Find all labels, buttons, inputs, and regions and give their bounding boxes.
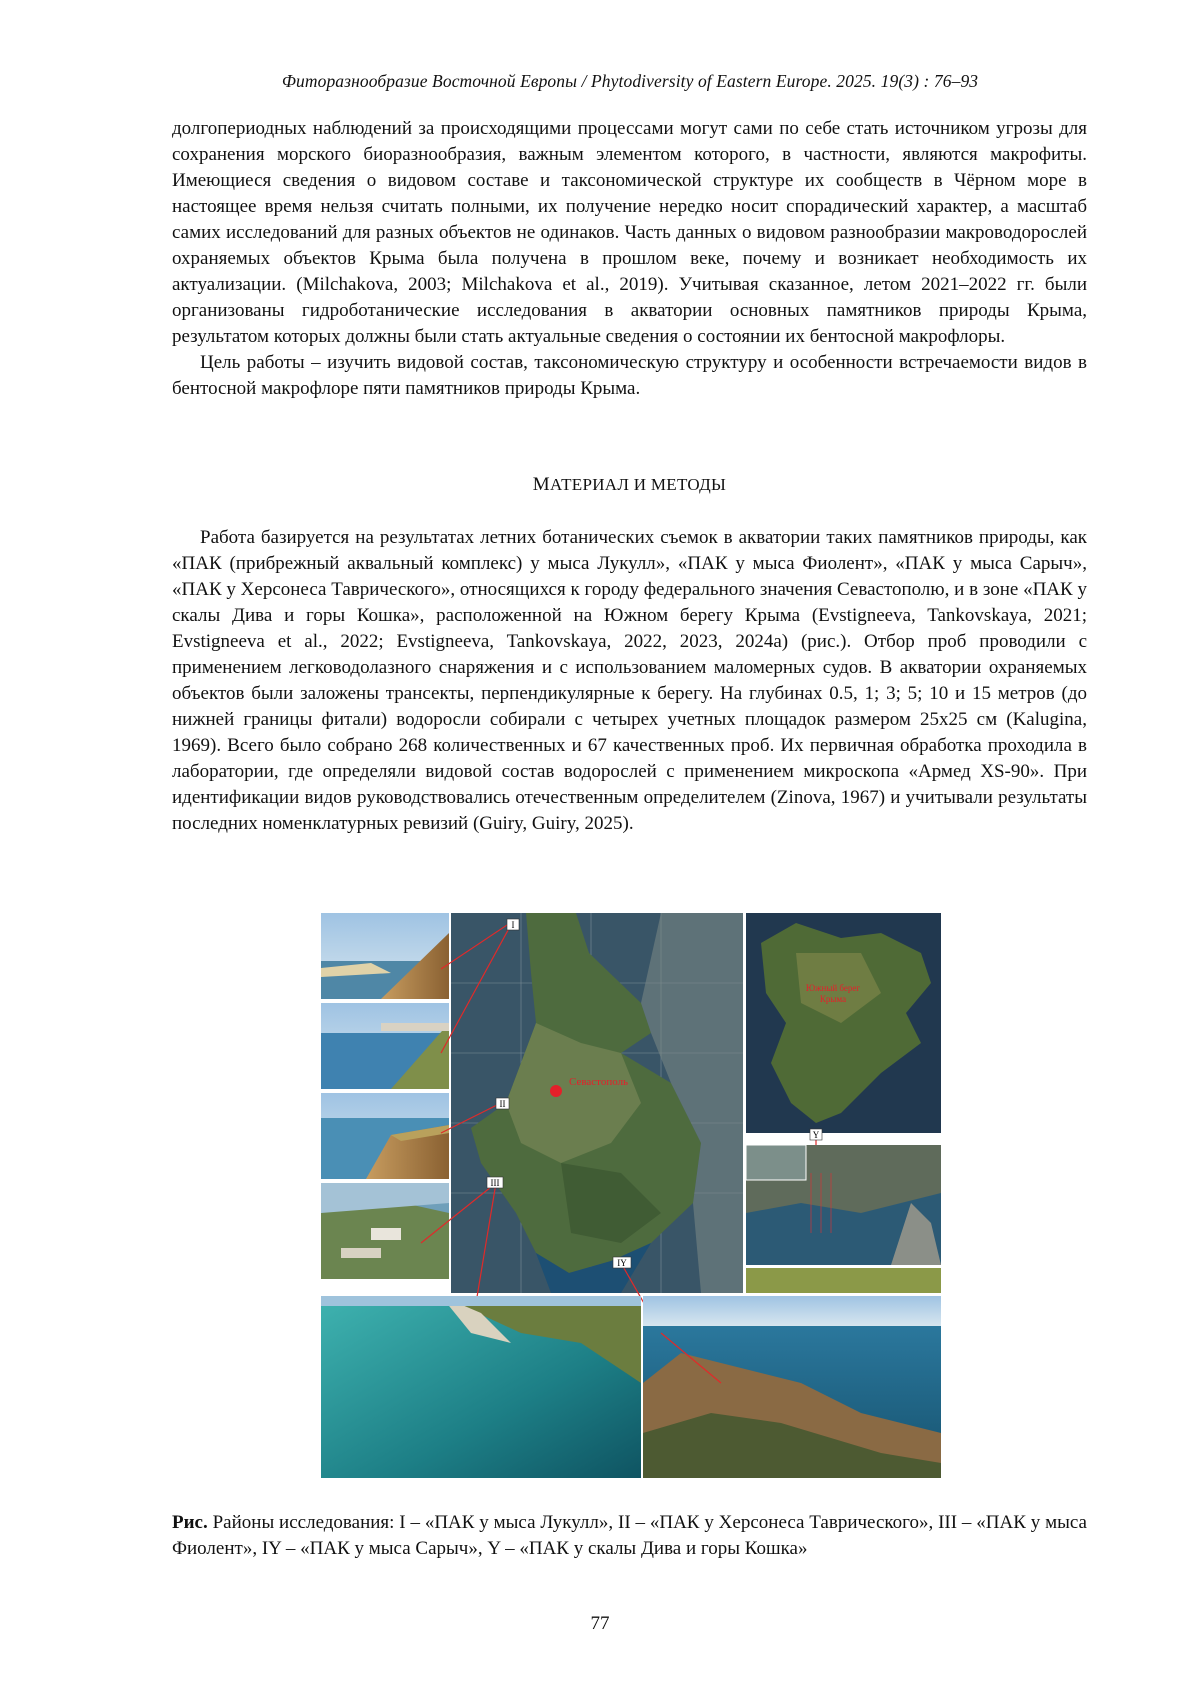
photo-coast-village: [321, 1003, 449, 1089]
map-marker-4: [613, 1257, 631, 1268]
photo-lukull-cliff: [321, 913, 449, 999]
intro-section: [172, 116, 1087, 402]
map-marker-5: [810, 1129, 822, 1140]
running-header: Фиторазнообразие Восточной Европы / Phytodiversity of Eastern Europe. 2025. 19(3) : 76–93: [170, 71, 1090, 92]
methods-paragraph: Работа базируется на результатах летних ботанических съемок в акватории таких памятников природы, как «ПАК (прибрежный аквальный комплекс) у мыса Лукулл», «ПАК у мыса Фиолент», «ПАК у мыса Сарыч», «ПАК у Херсонеса Таврического», относящихся к городу федерального значения Севастополю, и в зоне «ПАК у скалы Дива и горы Кошка», расположенной на Южном берегу Крыма (Evstigneeva, Tankovskaya, 2021; Evstigneeva et al., 2022; Evstigneeva, Tankovskaya, 2022, 2023, 2024a) (рис.). Отбор проб проводили с применением легководолазного снаряжения и с использованием маломерных судов. В акватории охраняемых объектов были заложены трансекты, перпендикулярные к берегу. На глубинах 0.5, 1; 3; 5; 10 и 15 метров (до нижней границы фитали) водоросли собирали с четырех учетных площадок размером 25x25 см (Kalugina, 1969). Всего было собрано 268 количественных и 67 качественных проб. Их первичная обработка проходила в лаборатории, где определяли видовой состав водорослей с применением микроскопа «Армед XS-90». При идентификации видов руководствовались отечественным определителем (Zinova, 1967) и учитывали результаты последних номенклатурных ревизий (Guiry, Guiry, 2025).: [172, 525, 1087, 837]
map-marker-1: [507, 919, 519, 930]
map-marker-1-label: I: [512, 920, 515, 930]
article-page: [0, 0, 1200, 1697]
map-marker-3: [487, 1177, 503, 1188]
satellite-simeiz-photo: [746, 1145, 941, 1265]
photo-sarych-rocks: [643, 1296, 941, 1478]
photo-yellow-cliff: [321, 1093, 449, 1179]
crimea-inset-map: [746, 913, 941, 1140]
intro-paragraph-1: долгопериодных наблюдений за происходящими процессами могут сами по себе стать источником угрозы для сохранения морского биоразнообразия, важным элементом которого, в частности, являются макрофиты. Имеющиеся сведения о видовом составе и таксономической структуре их сообществ в Чёрном море в настоящее время нельзя считать полными, их получение нередко носит спорадический характер, а масштаб самих исследований для разных объектов не одинаков. Часть данных о видовом разнообразии макроводорослей охраняемых объектов Крыма была получена в прошлом веке, почему и возникает необходимость их актуализации. (Milchakova, 2003; Milchakova et al., 2019). Учитывая сказанное, летом 2021–2022 гг. были организованы гидроботанические исследования в акватории основных памятников природы Крыма, результатом которых должны были стать актуальные сведения о состоянии их бентосной макрофлоры.: [172, 116, 1087, 350]
section-heading-methods: [172, 474, 1087, 496]
map-marker-2-label: II: [500, 1099, 506, 1109]
photo-fiolent-lagoon: [321, 1296, 641, 1478]
photo-monastery-bay: [321, 1183, 449, 1279]
heading-first-letter: М: [533, 474, 550, 495]
intro-paragraph-2: Цель работы – изучить видовой состав, таксономическую структуру и особенности встречаемости видов в бентосной макрофлоре пяти памятников природы Крыма.: [172, 350, 1087, 402]
caption-label: Рис.: [172, 1512, 208, 1533]
map-marker-2: [496, 1098, 509, 1109]
caption-text: Районы исследования: I – «ПАК у мыса Лукулл», II – «ПАК у Херсонеса Таврического», III – «ПАК у мыса Фиолент», IY – «ПАК у мыса Сарыч», Y – «ПАК у скалы Дива и горы Кошка»: [172, 1512, 1087, 1559]
figure-collage: [321, 913, 941, 1478]
inset-label-line1: Южный берег: [806, 983, 860, 993]
seaweed-photo: [746, 1268, 941, 1293]
inset-label-line2: Крыма: [820, 994, 846, 1004]
map-marker-3-label: III: [491, 1178, 500, 1188]
figure-caption: [172, 1510, 1087, 1562]
map-marker-5-label: Y: [813, 1130, 820, 1140]
city-label: Севастополь: [569, 1076, 628, 1088]
heading-rest: АТЕРИАЛ И МЕТОДЫ: [550, 475, 726, 494]
methods-section: [172, 525, 1087, 837]
map-marker-4-label: IY: [617, 1258, 627, 1268]
study-area-figure: [321, 913, 941, 1478]
page-number: 77: [0, 1613, 1200, 1635]
